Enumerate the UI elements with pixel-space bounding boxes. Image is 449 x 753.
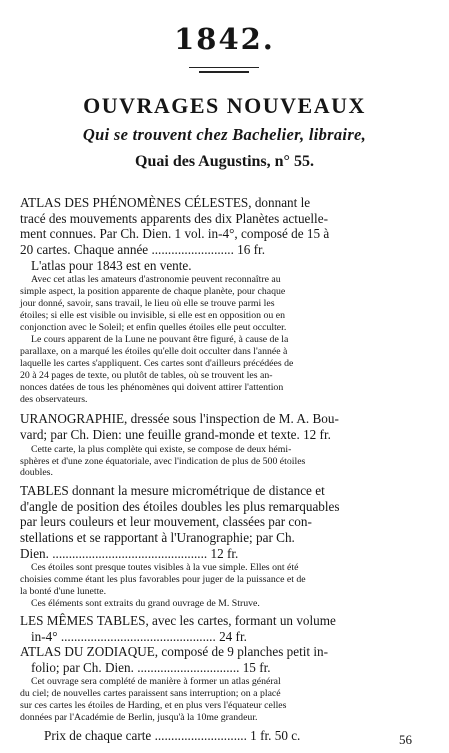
text-line: sur ces cartes les étoiles de Harding, et en plus vers l'équateur celles — [20, 700, 287, 711]
text-line: Le cours apparent de la Lune ne pouvant être figuré, à cause de la — [31, 334, 289, 345]
text-line: tracé des mouvements apparents des dix Planètes actuelle- — [20, 211, 328, 226]
text-line: sphères et d'une zone équatoriale, avec l'indication de plus de 500 étoiles — [20, 456, 306, 467]
text-line: L'atlas pour 1843 est en vente. — [31, 258, 192, 273]
text-line: Cet ouvrage sera complété de manière à former un atlas général — [31, 676, 281, 687]
text-line: vard; par Ch. Dien: une feuille grand-monde et texte. 12 fr. — [20, 427, 331, 442]
text-line: conjonction avec le Soleil; et enfin quelles étoiles elle peut occulter. — [20, 322, 287, 333]
text-line: 20 cartes. Chaque année ......................... 16 fr. — [20, 242, 266, 257]
ornamental-rule — [189, 67, 259, 74]
text-line: Ces étoiles sont presque toutes visibles à la vue simple. Elles ont été — [31, 562, 299, 573]
text-line: URANOGRAPHIE, dressée sous l'inspection de M. A. Bou- — [20, 411, 339, 426]
text-line: laquelle les cartes s'appliquent. Ces cartes sont d'ailleurs précédées de — [20, 358, 294, 369]
text-line: des observateurs. — [20, 394, 88, 405]
text-line: parallaxe, on a marqué les étoiles qu'elle doit occulter dans l'année à — [20, 346, 288, 357]
text-line: ATLAS DU ZODIAQUE, composé de 9 planches petit in- — [20, 644, 329, 659]
page-title: OUVRAGES NOUVEAUX — [83, 93, 366, 118]
address-line: Quai des Augustins, n° 55. — [135, 153, 314, 170]
text-line: LES MÊMES TABLES, avec les cartes, formant un volume — [20, 613, 336, 628]
text-line: doubles. — [20, 467, 53, 478]
text-line: Avec cet atlas les amateurs d'astronomie peuvent reconnaître au — [31, 274, 281, 285]
text-line: jour donné, savoir, sans travail, le lieu où elle se trouve parmi les — [20, 298, 275, 309]
page-number: 56 — [399, 732, 412, 747]
publisher-line: Qui se trouvent chez Bachelier, libraire, — [82, 125, 367, 144]
text-line: du ciel; de nouvelles cartes paraissent sans interruption; on a placé — [20, 688, 281, 699]
text-line: ment connues. Par Ch. Dien. 1 vol. in-4°, composé de 15 à — [20, 226, 330, 241]
text-line: 20 à 24 pages de texte, ou plutôt de tables, où se trouvent les an- — [20, 370, 273, 381]
text-line: la bonté d'une lunette. — [20, 586, 107, 597]
text-line: Dien. ............................................... 12 fr. — [20, 546, 239, 561]
text-line: Cette carte, la plus complète qui existe, se compose de deux hémi- — [31, 444, 292, 455]
text-line: nonces datées de tous les phénomènes qui doivent attirer l'attention — [20, 382, 284, 393]
text-line: par leurs couleurs et leur mouvement, classées par con- — [20, 514, 312, 529]
text-line: TABLES donnant la mesure micrométrique de distance et — [20, 483, 325, 498]
text-line: ATLAS DES PHÉNOMÈNES CÉLESTES, donnant le — [20, 195, 311, 210]
text-line: étoiles; si elle est visible ou invisible, si elle est en opposition ou en — [20, 310, 286, 321]
text-line: in-4° ............................................... 24 fr. — [31, 629, 247, 644]
text-line: stellations et se rapportant à l'Uranographie; par Ch. — [20, 530, 295, 545]
year-heading: 1842. — [174, 22, 275, 56]
text-line: simple aspect, la position apparente de chaque planète, pour chaque — [20, 286, 286, 297]
text-line: d'angle de position des étoiles doubles les plus remarquables — [20, 499, 340, 514]
text-line: données par l'Académie de Berlin, jusqu'à la 10me grandeur. — [20, 712, 258, 723]
text-line: Ces éléments sont extraits du grand ouvrage de M. Struve. — [31, 598, 260, 609]
text-line: Prix de chaque carte ............................ 1 fr. 50 c. — [44, 728, 301, 743]
text-line: folio; par Ch. Dien. ............................... 15 fr. — [31, 660, 271, 675]
text-line: choisies comme étant les plus favorables pour juger de la puissance et de — [20, 574, 306, 585]
